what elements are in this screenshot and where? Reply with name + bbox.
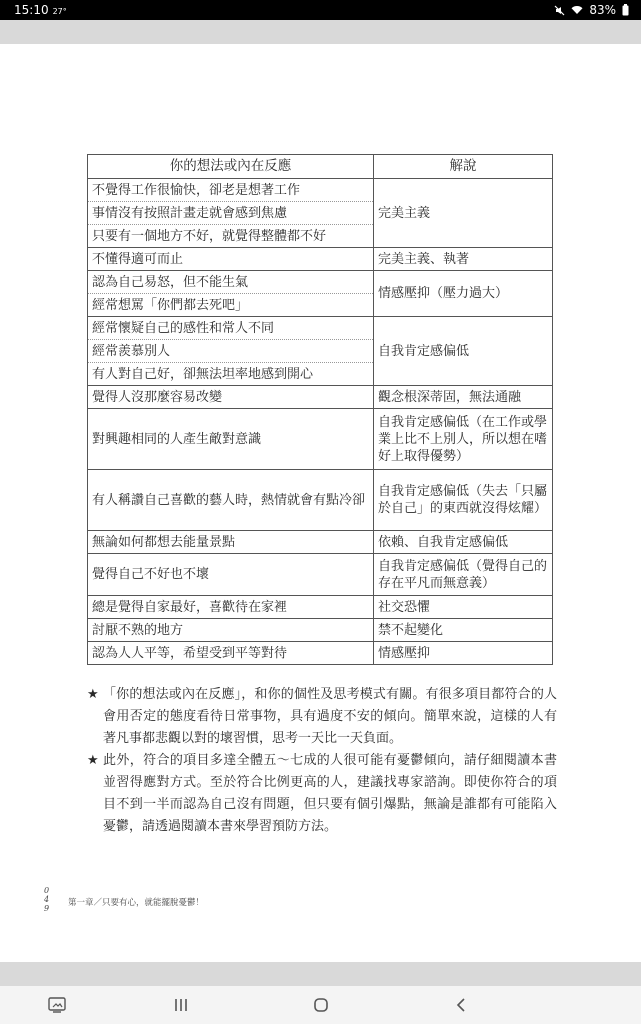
thought-cell: 認為人人平等，希望受到平等對待 bbox=[88, 642, 374, 665]
explanation-cell: 完美主義、執著 bbox=[374, 248, 553, 271]
screenshot-icon[interactable] bbox=[45, 994, 69, 1016]
explanation-cell: 完美主義 bbox=[374, 179, 553, 248]
mute-icon bbox=[554, 5, 565, 16]
status-time: 15:10 bbox=[14, 3, 49, 17]
reader-top-margin bbox=[0, 20, 641, 44]
note-paragraph bbox=[87, 750, 557, 838]
book-page[interactable] bbox=[0, 44, 641, 962]
column-header-explanation: 解說 bbox=[374, 155, 553, 179]
wifi-icon bbox=[571, 5, 583, 15]
thought-cell: 有人稱讚自己喜歡的藝人時，熱情就會有點冷卻 bbox=[88, 470, 374, 531]
thought-cell: 不覺得工作很愉快，卻老是想著工作 bbox=[88, 179, 374, 202]
note-text: 此外，符合的項目多達全體五～七成的人很可能有憂鬱傾向，請仔細閱讀本書並習得應對方式。至於符合比例更高的人，建議找專家諮詢。即使你符合的項目不到一半而認為自己沒有問題，但只要有個引爆點，無論是誰都有可能陷入憂鬱，請透過閱讀本書來學習預防方法。 bbox=[103, 753, 557, 834]
page-number: 0 4 9 bbox=[44, 886, 50, 913]
status-temperature: 27° bbox=[52, 7, 67, 16]
explanation-cell: 情感壓抑（壓力過大） bbox=[374, 271, 553, 317]
thought-cell: 討厭不熟的地方 bbox=[88, 619, 374, 642]
explanation-cell: 禁不起變化 bbox=[374, 619, 553, 642]
thought-cell: 經常羨慕別人 bbox=[88, 340, 374, 363]
thought-cell: 總是覺得自家最好，喜歡待在家裡 bbox=[88, 596, 374, 619]
status-bar bbox=[0, 0, 641, 20]
thought-cell: 有人對自己好，卻無法坦率地感到開心 bbox=[88, 363, 374, 386]
thought-cell: 無論如何都想去能量景點 bbox=[88, 531, 374, 554]
explanation-cell: 自我肯定感偏低（在工作或學業上比不上別人，所以想在嗜好上取得優勢） bbox=[374, 409, 553, 470]
thought-cell: 只要有一個地方不好，就覺得整體都不好 bbox=[88, 225, 374, 248]
navigation-bar bbox=[0, 986, 641, 1024]
thought-cell: 覺得自己不好也不壞 bbox=[88, 554, 374, 596]
back-icon[interactable] bbox=[449, 994, 473, 1016]
thought-cell: 經常懷疑自己的感性和常人不同 bbox=[88, 317, 374, 340]
explanation-cell: 情感壓抑 bbox=[374, 642, 553, 665]
chapter-title: 第一章／只要有心，就能擺脫憂鬱！ bbox=[68, 898, 205, 908]
explanation-cell: 自我肯定感偏低 bbox=[374, 317, 553, 386]
explanation-cell: 自我肯定感偏低（失去「只屬於自己」的東西就沒得炫耀） bbox=[374, 470, 553, 531]
star-bullet: ★ bbox=[87, 753, 99, 768]
note-paragraph bbox=[87, 684, 557, 750]
explanation-cell: 自我肯定感偏低（覺得自己的存在平凡而無意義） bbox=[374, 554, 553, 596]
explanation-cell: 社交恐懼 bbox=[374, 596, 553, 619]
thought-cell: 不懂得適可而止 bbox=[88, 248, 374, 271]
star-bullet: ★ bbox=[87, 687, 99, 702]
symptoms-table bbox=[87, 154, 553, 665]
note-text: 「你的想法或內在反應」，和你的個性及思考模式有關。有很多項目都符合的人會用否定的態度看待日常事物，具有過度不安的傾向。簡單來說，這樣的人有著凡事都悲觀以對的壞習慣，思考一天比一天負面。 bbox=[103, 687, 557, 746]
battery-percent: 83% bbox=[589, 3, 616, 17]
home-icon[interactable] bbox=[309, 994, 333, 1016]
column-header-thoughts: 你的想法或內在反應 bbox=[88, 155, 374, 179]
thought-cell: 認為自己易怒，但不能生氣 bbox=[88, 271, 374, 294]
recent-apps-icon[interactable] bbox=[169, 994, 193, 1016]
thought-cell: 覺得人沒那麼容易改變 bbox=[88, 386, 374, 409]
explanation-cell: 觀念根深蒂固，無法通融 bbox=[374, 386, 553, 409]
page-footer bbox=[44, 886, 204, 913]
thought-cell: 對興趣相同的人產生敵對意識 bbox=[88, 409, 374, 470]
reader-bottom-margin bbox=[0, 962, 641, 986]
thought-cell: 經常想罵「你們都去死吧」 bbox=[88, 294, 374, 317]
thought-cell: 事情沒有按照計畫走就會感到焦慮 bbox=[88, 202, 374, 225]
notes-section bbox=[87, 684, 557, 838]
explanation-cell: 依賴、自我肯定感偏低 bbox=[374, 531, 553, 554]
battery-icon bbox=[622, 4, 629, 16]
